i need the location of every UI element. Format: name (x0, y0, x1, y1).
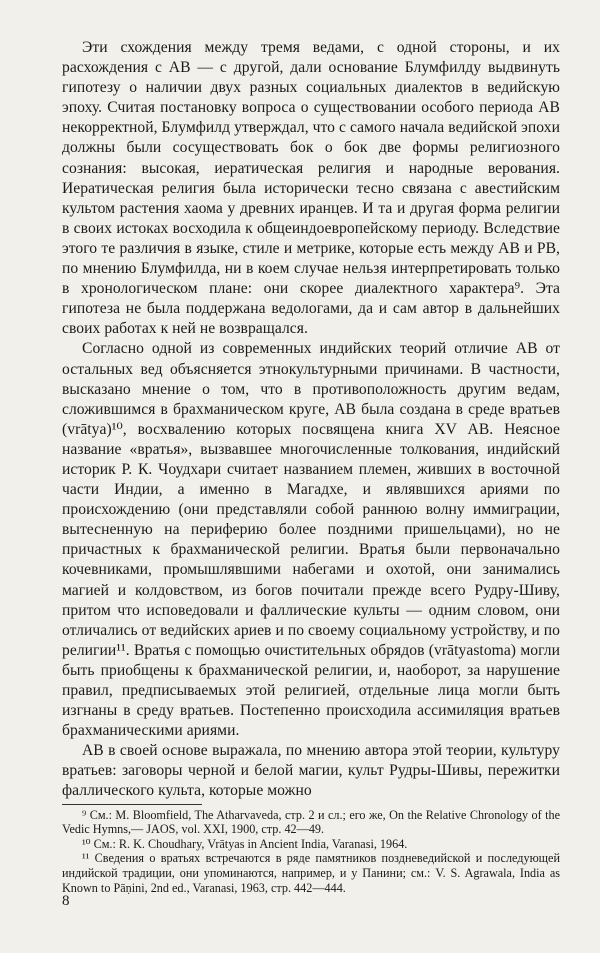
paragraph-3: АВ в своей основе выражала, по мнению автора этой теории, культуру вратьев: заговоры черной и белой магии, культ Рудры-Шивы, пережитки фаллического культа, которые можно (62, 742, 560, 800)
paragraph-1: Эти схождения между тремя ведами, с одной стороны, и их расхождения с АВ — с другой, дали основание Блумфилду выдвинуть гипотезу о наличии двух разных социальных диалектов в ведийскую эпоху. Считая постановку вопроса о существовании особого периода АВ некорректной, Блумфилд утверждал, что с самого начала ведийской эпохи должны были сосуществовать бок о бок две формы религиозного сознания: высокая, иератическая религия и народные верования. Иератическая религия была исторически тесно связана с авестийским культом растения хаома у древних иранцев. И та и другая форма религии в своих истоках восходила к общеиндоевропейскому периоду. Вследствие этого те различия в языке, стиле и метрике, которые есть между АВ и РВ, по мнению Блумфилда, ни в коем случае нельзя интерпретировать только в хронологическом плане: они скорее диалектного характера⁹. Эта гипотеза не была поддержана ведологами, да и сам автор в дальнейших своих работах к ней не возвращался. (62, 39, 560, 338)
footnote-divider (62, 804, 202, 805)
page-number: 8 (62, 893, 70, 909)
paragraph-2: Согласно одной из современных индийских теорий отличие АВ от остальных вед объясняется этнокультурными причинами. В частности, высказано мнение о том, что в противоположность другим ведам, сложившимся в брахманическом круге, АВ была создана в среде вратьев (vrātya)¹⁰, восхвалению которых посвящена книга XV АВ. Неясное название «вратья», вызвавшее многочисленные толкования, индийский историк Р. К. Чоудхари считает названием племен, живших в восточной части Индии, а именно в Магадхе, и являвшихся ариями по происхождению (они представляли собой раннюю волну иммиграции, вытесненную на периферию более поздними пришельцами), но не причастных к брахманической религии. Вратья были первоначально кочевниками, промышлявшими набегами и охотой, они занимались магией и колдовством, из богов почитали прежде всего Рудру-Шиву, притом что исповедовали и фаллические культы — одним словом, они отличались от ведийских ариев и по своему социальному устройству, и по религии¹¹. Вратья с помощью очистительных обрядов (vrātyastoma) могли быть приобщены к брахманической религии, и, наоборот, за нарушение правил, предписываемых этой религией, отдельные лица могли быть изгнаны в среду вратьев. Постепенно происходила ассимиляция вратьев брахманическими ариями. (62, 340, 560, 740)
page-body (62, 38, 560, 895)
footnote-11: ¹¹ Сведения о вратьях встречаются в ряде памятников поздневедийской и последующей индийской традиции, они упоминаются, например, и у Панини; см.: V. S. Agrawala, India as Known to Pāṇini, 2nd ed., Varanasi, 1963, стр. 442—444. (62, 851, 560, 895)
footnote-9: ⁹ См.: M. Bloomfield, The Atharvaveda, стр. 2 и сл.; его же, On the Relative Chronology of the Vedic Hymns,— JAOS, vol. XXI, 1900, стр. 42—49. (62, 807, 560, 837)
footnote-10: ¹⁰ См.: R. K. Choudhary, Vrātyas in Ancient India, Varanasi, 1964. (82, 836, 408, 851)
